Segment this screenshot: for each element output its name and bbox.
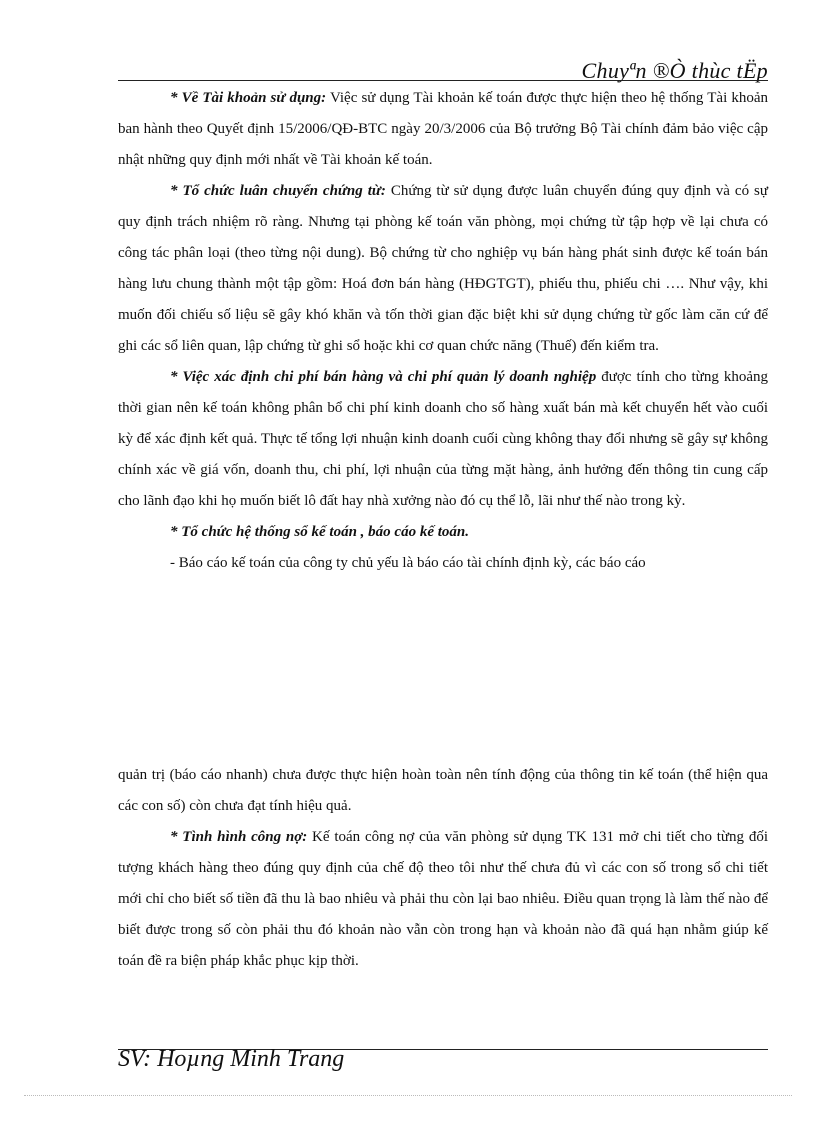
header-divider <box>118 80 768 81</box>
heading-cong-no: * Tình hình công nợ: <box>170 829 308 845</box>
heading-chung-tu: * Tổ chức luân chuyển chứng từ: <box>170 183 386 199</box>
heading-chi-phi: * Việc xác định chi phí bán hàng và chi phí quản lý doanh nghiệp <box>170 369 597 385</box>
text-cong-no: Kế toán công nợ của văn phòng sử dụng TK 131 mở chi tiết cho từng đối tượng khách hàng theo đúng quy định của chế độ theo tôi như thế chưa đủ vì các con số trong sổ chi tiết mới chỉ cho biết số tiền đã thu là bao nhiêu và phải thu còn lại bao nhiêu. Điều quan trọng là làm thế nào để biết được trong số còn phải thu đó khoản nào vẫn còn trong hạn và khoản nào đã quá hạn nhằm giúp kế toán đề ra biện pháp khắc phục kịp thời. <box>118 829 768 969</box>
heading-so-ke-toan: * Tổ chức hệ thống sổ kế toán , báo cáo kế toán. <box>170 524 469 540</box>
heading-tai-khoan: * Về Tài khoản sử dụng: <box>170 90 327 106</box>
page-bottom-dotted-line <box>24 1095 792 1096</box>
text-chi-phi: được tính cho từng khoảng thời gian nên kế toán không phân bổ chi phí kinh doanh cho số hàng xuất bán mà kết chuyển hết vào cuối kỳ để xác định kết quả. Thực tế tổng lợi nhuận kinh doanh cuối cùng không thay đổi nhưng sẽ gây sự không chính xác về giá vốn, doanh thu, chi phí, lợi nhuận của từng mặt hàng, ảnh hưởng đến thông tin cung cấp cho lãnh đạo khi họ muốn biết lô đất hay nhà xưởng nào đó cụ thể lỗ, lãi như thế nào trong kỳ. <box>118 369 768 509</box>
text-chung-tu: Chứng từ sử dụng được luân chuyển đúng quy định và có sự quy định trách nhiệm rõ ràng. Nhưng tại phòng kế toán văn phòng, mọi chứng từ tập hợp về lại chưa có công tác phân loại (theo từng nội dung). Bộ chứng từ cho nghiệp vụ bán hàng phát sinh được kế toán bán hàng lưu chung thành một tập gồm: Hoá đơn bán hàng (HĐGTGT), phiếu thu, phiếu chi …. Như vậy, khi muốn đối chiếu số liệu sẽ gây khó khăn và tốn thời gian đặc biệt khi sử dụng chứng từ gốc làm căn cứ để ghi các sổ liên quan, lập chứng từ ghi sổ hoặc khi cơ quan chức năng (Thuế) đến kiểm tra. <box>118 183 768 354</box>
paragraph-chung-tu <box>118 176 768 362</box>
text-tai-khoan: Việc sử dụng Tài khoản kế toán được thực hiện theo hệ thống Tài khoản ban hành theo Quyết định 15/2006/QĐ-BTC ngày 20/3/2006 của Bộ trưởng Bộ Tài chính đảm bảo việc cập nhật những quy định mới nhất về Tài khoản kế toán. <box>118 90 768 168</box>
paragraph-bao-cao-line: - Báo cáo kế toán của công ty chủ yếu là báo cáo tài chính định kỳ, các báo cáo <box>170 555 646 571</box>
paragraph-so-ke-toan-heading <box>118 517 768 548</box>
paragraph-bao-cao-continuation: quản trị (báo cáo nhanh) chưa được thực hiện hoàn toàn nên tính động của thông tin kế toán (thể hiện qua các con số) còn chưa đạt tính hiệu quả. <box>118 767 768 814</box>
footer-author: SV: Hoµng Minh Trang <box>118 1046 345 1072</box>
page-header-title: Chuyªn ®Ò thùc tËp <box>581 58 768 83</box>
paragraph-tai-khoan <box>118 83 768 176</box>
document-body-upper <box>118 83 768 579</box>
paragraph-cong-no <box>118 822 768 977</box>
paragraph-chi-phi <box>118 362 768 517</box>
document-body-lower <box>118 760 768 977</box>
